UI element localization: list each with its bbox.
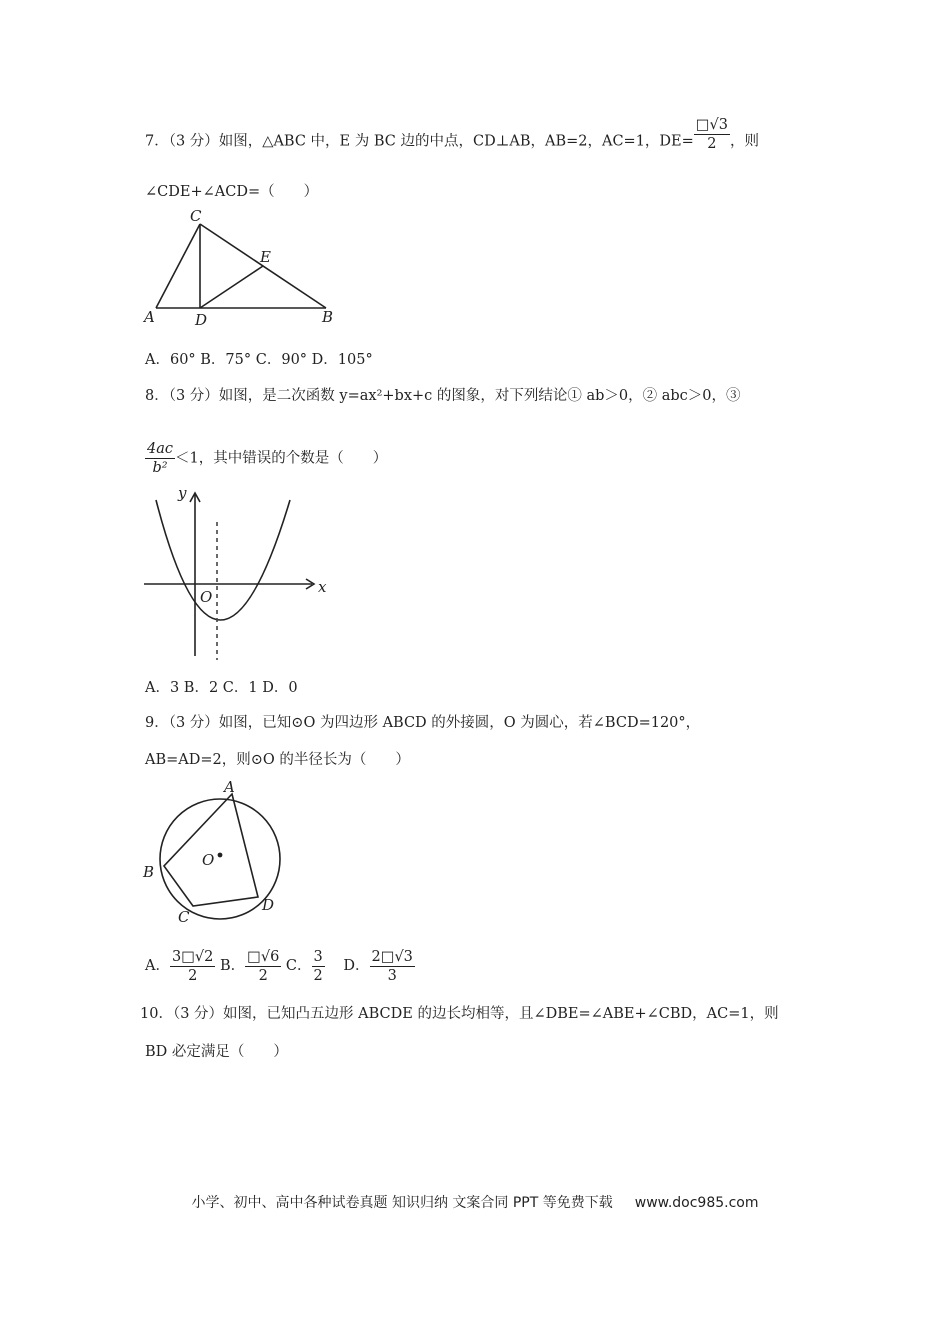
q9-opt-b-den: 2 <box>258 967 268 984</box>
q8-fraction <box>145 440 175 477</box>
q7-segment-de <box>200 266 263 308</box>
q9-opt-b-fraction <box>245 948 281 985</box>
q8-label-y: y <box>178 484 187 502</box>
q7-label-b: B <box>322 308 334 326</box>
q8-line2-suffix: ＜1，其中错误的个数是（ ） <box>175 450 388 467</box>
q9-opt-d-num: 2□√3 <box>371 948 413 965</box>
q10-line2: BD 必定满足（ ） <box>145 1044 288 1060</box>
q7-options: A．60° B．75° C．90° D．105° <box>145 352 373 368</box>
q9-opt-d-label: D． <box>343 958 370 974</box>
q9-opt-a-num: 3□√2 <box>171 948 214 965</box>
q7-de-denominator: 2 <box>707 136 717 152</box>
q7-label-c: C <box>190 207 202 225</box>
q9-label-a: A <box>224 778 235 796</box>
q8-label-o: O <box>200 588 213 606</box>
q7-segment-ac <box>156 224 200 308</box>
q9-opt-c-den: 2 <box>313 967 323 984</box>
q8-options: A．3 B．2 C．1 D．0 <box>145 680 298 696</box>
q9-line2: AB=AD=2，则⊙O 的半径长为（ ） <box>145 752 410 768</box>
q7-label-a: A <box>144 308 155 326</box>
q9-opt-c-fraction <box>312 948 325 985</box>
q8-parabola-figure <box>140 482 340 662</box>
q9-opt-a-label: A． <box>145 958 170 974</box>
q8-label-x: x <box>318 578 327 596</box>
q7-label-e: E <box>260 248 271 266</box>
q7-text-suffix: ，则 <box>729 133 759 150</box>
q9-line1: 9．（3 分）如图，已知⊙O 为四边形 ABCD 的外接圆，O 为圆心，若∠BCD=120°， <box>145 715 701 731</box>
q9-label-o: O <box>202 851 215 869</box>
q9-opt-c-num: 3 <box>313 948 323 965</box>
q9-opt-a-den: 2 <box>188 967 198 984</box>
q8-parabola-curve <box>156 500 290 620</box>
q10-line1: 10．（3 分）如图，已知凸五边形 ABCDE 的边长均相等，且∠DBE=∠ABE+∠CBD，AC=1，则 <box>140 1006 779 1022</box>
q9-circle-figure <box>140 776 290 931</box>
q7-line2: ∠CDE+∠ACD=（ ） <box>145 184 319 200</box>
q9-center-dot <box>218 853 223 858</box>
q9-label-b: B <box>143 863 155 881</box>
page-footer <box>0 1192 950 1212</box>
q8-line2 <box>145 440 387 477</box>
q9-label-c: C <box>178 908 190 926</box>
footer-url[interactable]: www.doc985.com <box>634 1195 759 1211</box>
q9-opt-b-label: B． <box>219 958 246 974</box>
q7-text-prefix: 7．（3 分）如图，△ABC 中，E 为 BC 边的中点，CD⊥AB，AB=2，AC=1，DE= <box>145 133 694 150</box>
q9-opt-b-num: □√6 <box>247 948 280 965</box>
q8-frac-numerator: 4ac <box>147 441 173 457</box>
q7-label-d: D <box>195 311 208 329</box>
q9-opt-c-label: C． <box>285 958 312 974</box>
q7-line1 <box>145 117 759 153</box>
q8-line1: 8．（3 分）如图，是二次函数 y=ax²+bx+c 的图象，对下列结论① ab＞0，② abc＞0，③ <box>145 388 741 404</box>
q9-quadrilateral-abcd <box>164 794 258 906</box>
q9-options <box>145 946 415 986</box>
q7-de-numerator: □√3 <box>695 117 728 133</box>
q9-opt-a-fraction <box>170 948 215 985</box>
q7-de-fraction <box>694 116 730 153</box>
q9-label-d: D <box>262 896 275 914</box>
q9-opt-d-den: 3 <box>387 967 397 984</box>
q8-frac-denominator: b² <box>152 460 168 476</box>
q7-triangle-figure <box>140 205 340 330</box>
q9-opt-d-fraction <box>370 948 415 985</box>
footer-text: 小学、初中、高中各种试卷真题 知识归纳 文案合同 PPT 等免费下载 <box>191 1195 613 1211</box>
